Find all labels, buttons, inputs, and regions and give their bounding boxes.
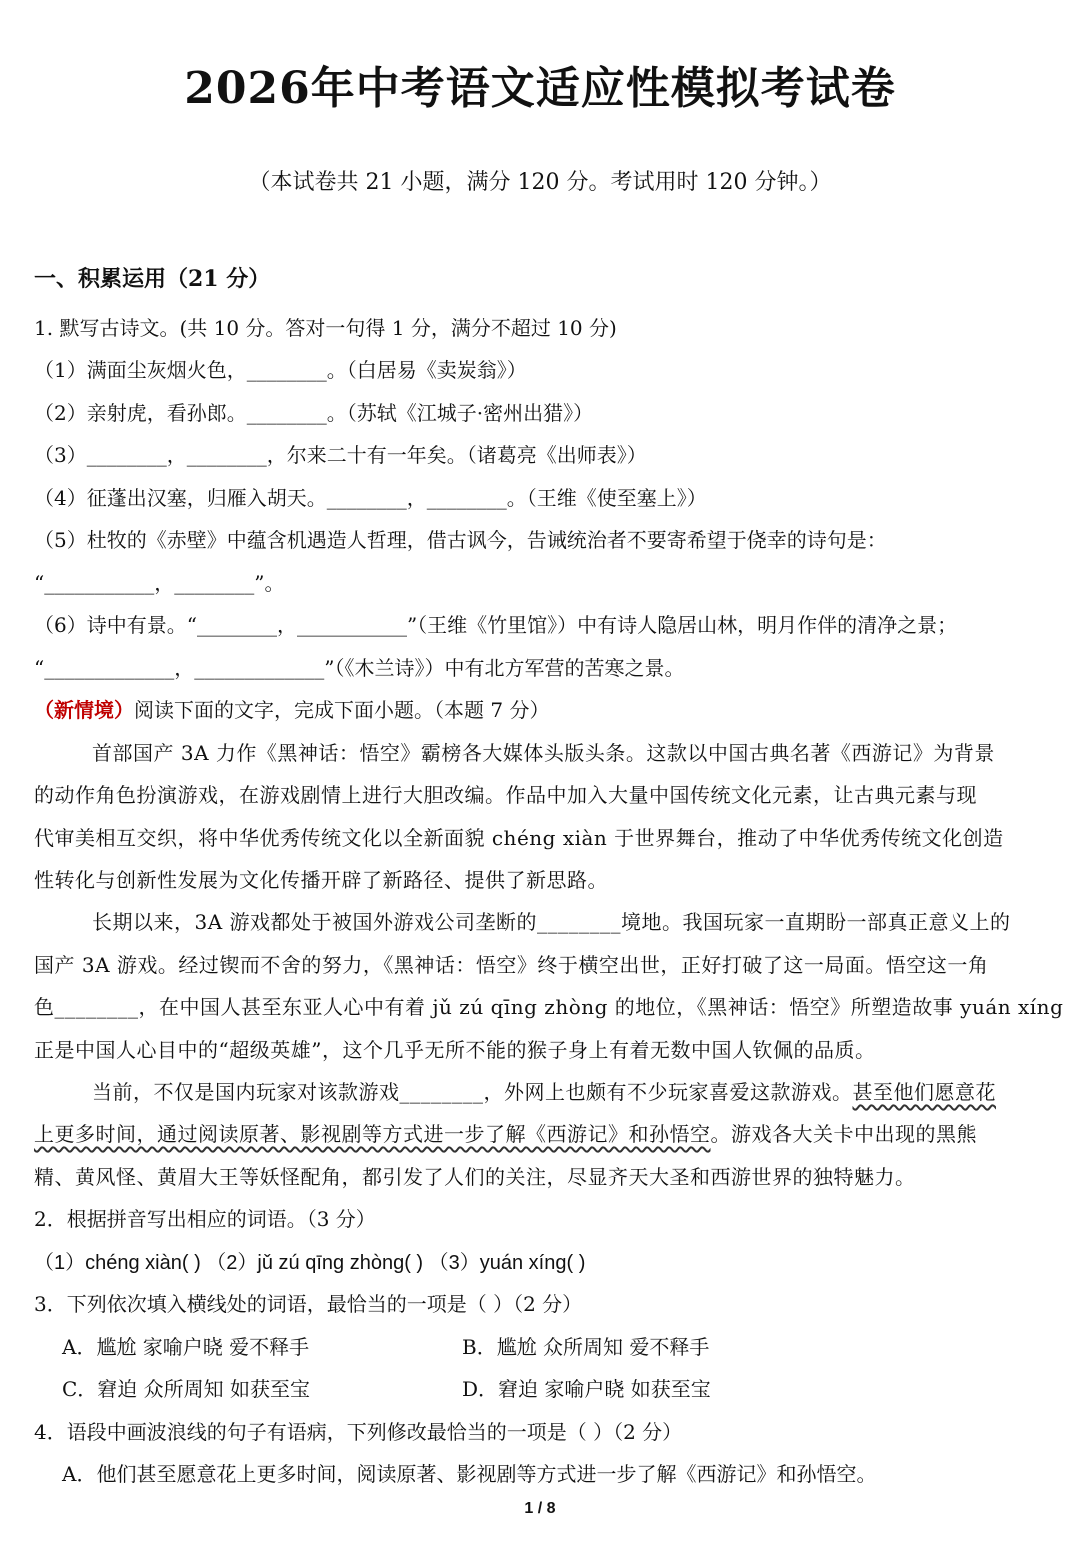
section-heading: 一、积累运用（21 分） <box>34 266 271 292</box>
page-number: 1 / 8 <box>524 1500 556 1517</box>
exam-instructions: （本试卷共 21 小题，满分 120 分。考试用时 120 分钟。） <box>248 170 832 195</box>
page-title: 2026年中考语文适应性模拟考试卷 <box>184 63 896 114</box>
question-1-item: （2）亲射虎，看孙郎。________。（苏轼《江城子·密州出猎》） <box>34 401 594 425</box>
question-1-item: （4）征蓬出汉塞，归雁入胡天。________，________。（王维《使至塞上》） <box>34 486 707 510</box>
question-2-items: （1）chéng xiàn( ) （2）jǔ zú qīng zhòng( ) （3）yuán xíng( ) <box>34 1252 586 1274</box>
question-1-item: （6）诗中有景。“________，___________”（王维《竹里馆》）中有诗人隐居山林，明月作伴的清净之景； <box>34 613 958 637</box>
passage-text: 。游戏各大关卡中出现的黑熊 <box>710 1122 977 1146</box>
passage-text: 当前，不仅是国内玩家对该款游戏________，外网上也颇有不少玩家喜爱这款游戏。 <box>92 1080 853 1104</box>
question-1-stem: 1. 默写古诗文。(共 10 分。答对一句得 1 分，满分不超过 10 分) <box>34 316 617 340</box>
passage-line: 性转化与创新性发展为文化传播开辟了新路径、提供了新思路。 <box>34 868 608 892</box>
question-4-stem: 4．语段中画波浪线的句子有语病，下列修改最恰当的一项是（ ）（2 分） <box>34 1420 683 1444</box>
question-3-stem: 3．下列依次填入横线处的词语，最恰当的一项是（ ）（2 分） <box>34 1292 583 1316</box>
passage-line: 精、黄风怪、黄眉大王等妖怪配角，都引发了人们的关注，尽显齐天大圣和西游世界的独特魅力。 <box>34 1165 916 1189</box>
question-1-item: （3）________，________，尔来二十有一年矣。（诸葛亮《出师表》） <box>34 443 647 467</box>
question-1-item: （5）杜牧的《赤壁》中蕴含机遇造人哲理，借古讽今，告诫统治者不要寄希望于侥幸的诗句是： <box>34 528 887 552</box>
passage-line: 色________，在中国人甚至东亚人心中有着 jǔ zú qīng zhòng 的地位，《黑神话：悟空》所塑造故事 yuán xíng <box>34 995 1064 1019</box>
option-a: A．他们甚至愿意花上更多时间，阅读原著、影视剧等方式进一步了解《西游记》和孙悟空。 <box>62 1462 877 1486</box>
question-2-stem: 2．根据拼音写出相应的词语。（3 分） <box>34 1207 376 1231</box>
wavy-underlined-sentence: 甚至他们愿意花 <box>852 1080 996 1104</box>
passage-line: 国产 3A 游戏。经过锲而不舍的努力，《黑神话：悟空》终于横空出世，正好打破了这一局面。悟空这一角 <box>34 953 989 977</box>
passage-line: 正是中国人心目中的“超级英雄”，这个几乎无所不能的猴子身上有着无数中国人钦佩的品质。 <box>34 1038 876 1062</box>
wavy-underlined-sentence: 上更多时间，通过阅读原著、影视剧等方式进一步了解《西游记》和孙悟空 <box>34 1122 711 1146</box>
question-1-item: “_____________，_____________”（《木兰诗》）中有北方军营的苦寒之景。 <box>34 656 685 680</box>
passage-line: 的动作角色扮演游戏，在游戏剧情上进行大胆改编。作品中加入大量中国传统文化元素，让古典元素与现 <box>34 783 977 807</box>
passage-line <box>34 1118 1046 1147</box>
new-context-tag: （新情境） <box>34 698 134 722</box>
passage-line: 代审美相互交织，将中华优秀传统文化以全新面貌 chéng xiàn 于世界舞台，推动了中华优秀传统文化创造 <box>34 826 1004 850</box>
passage-line: 首部国产 3A 力作《黑神话：悟空》霸榜各大媒体头版头条。这款以中国古典名著《西游记》为背景 <box>92 741 995 765</box>
context-intro-line <box>34 694 1046 723</box>
passage-line: 长期以来，3A 游戏都处于被国外游戏公司垄断的________境地。我国玩家一直期盼一部真正意义上的 <box>92 910 1011 934</box>
option-d: D．窘迫 家喻户晓 如获至宝 <box>462 1377 711 1401</box>
question-1-item: （1）满面尘灰烟火色，________。（白居易《卖炭翁》） <box>34 358 527 382</box>
context-intro: 阅读下面的文字，完成下面小题。（本题 7 分） <box>134 698 550 722</box>
question-1-item: “___________，________”。 <box>34 571 285 595</box>
option-c: C．窘迫 众所周知 如获至宝 <box>62 1377 311 1401</box>
passage-line <box>92 1076 1046 1105</box>
option-b: B．尴尬 众所周知 爱不释手 <box>462 1335 710 1359</box>
option-a: A．尴尬 家喻户晓 爱不释手 <box>62 1335 310 1359</box>
